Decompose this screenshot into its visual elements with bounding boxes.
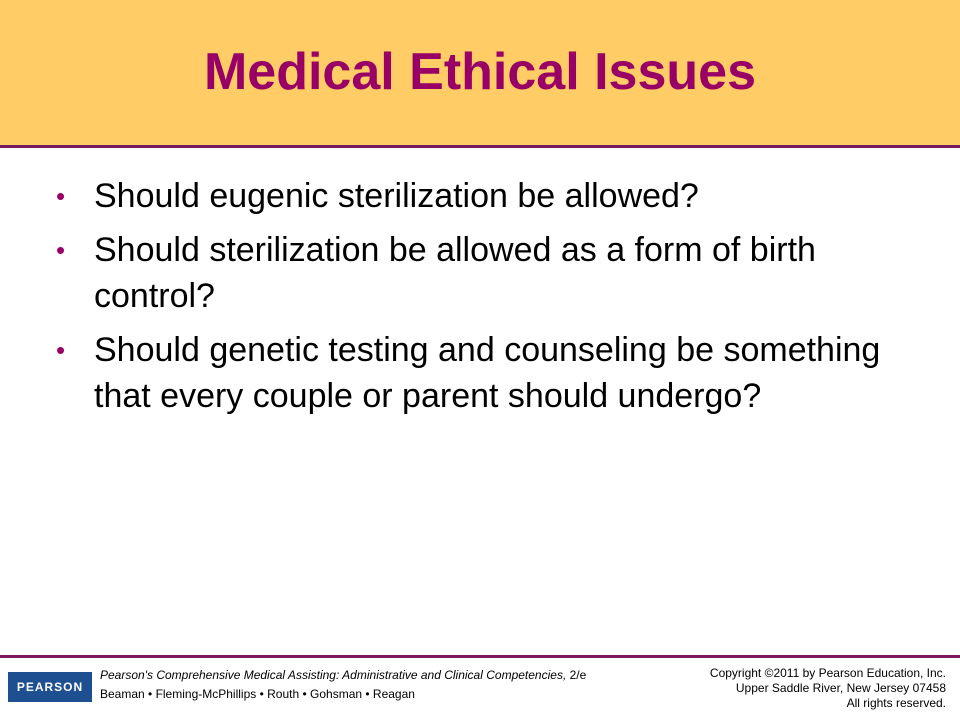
title-divider [0, 145, 960, 148]
footer-edition: 2/e [569, 668, 587, 682]
title-band [0, 0, 960, 145]
bullet-text: Should eugenic sterilization be allowed? [94, 177, 699, 215]
slide-title: Medical Ethical Issues [203, 43, 757, 101]
bullet-list [56, 173, 916, 427]
copyright-line: Copyright ©2011 by Pearson Education, Inc. [709, 666, 946, 680]
bullet-item [56, 327, 916, 419]
bullet-icon: • [56, 181, 66, 211]
address-line: Upper Saddle River, New Jersey 07458 [735, 681, 946, 695]
footer-book-title: Pearson's Comprehensive Medical Assisting: Administrative and Clinical Competencies, [100, 668, 567, 682]
bullet-icon: • [56, 235, 66, 265]
bullet-text: Should genetic testing and counseling be something that every couple or parent should undergo? [94, 331, 881, 415]
bullet-icon: • [56, 335, 66, 365]
footer-book-info [100, 666, 660, 704]
bullet-item [56, 173, 916, 219]
footer-copyright [626, 666, 946, 711]
footer-divider [0, 655, 960, 658]
pearson-logo: PEARSON [8, 672, 92, 702]
bullet-text: Should sterilization be allowed as a form of birth control? [94, 231, 816, 315]
rights-line: All rights reserved. [846, 696, 946, 710]
bullet-item [56, 227, 916, 319]
footer-authors: Beaman • Fleming-McPhillips • Routh • Gohsman • Reagan [100, 687, 415, 701]
